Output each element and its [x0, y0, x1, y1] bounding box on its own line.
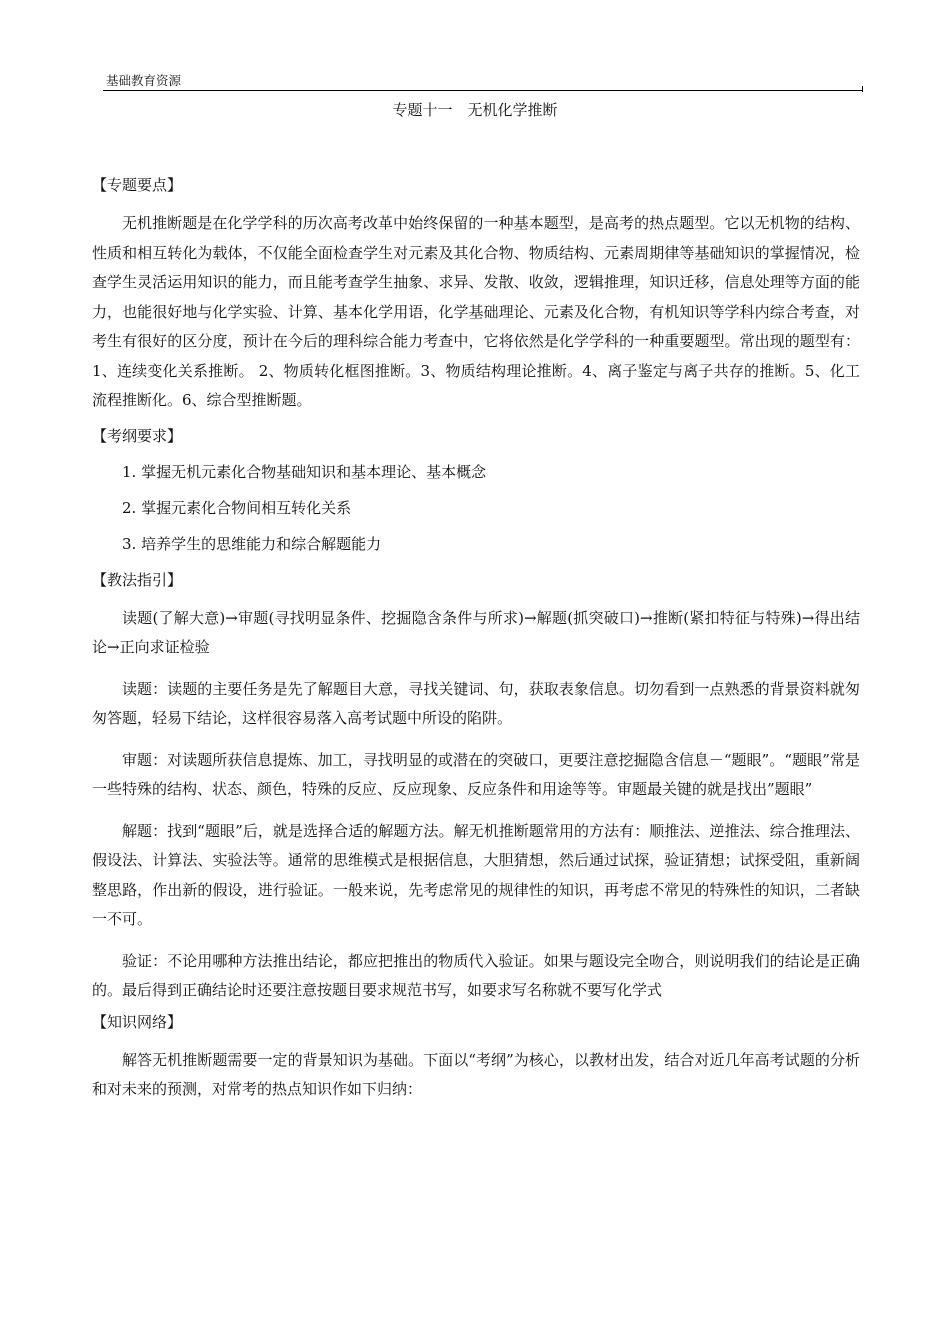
page-header	[103, 72, 862, 91]
knowledge-paragraph: 解答无机推断题需要一定的背景知识为基础。下面以“考纲”为核心，以教材出发，结合对近几年高考试题的分析和对未来的预测，对常考的热点知识作如下归纳：	[92, 1050, 860, 1098]
syllabus-item-2: 2. 掌握元素化合物间相互转化关系	[122, 498, 352, 517]
section-heading-key-points: 【专题要点】	[92, 176, 183, 194]
section-heading-syllabus: 【考纲要求】	[92, 426, 183, 445]
section-heading-teaching: 【教法指引】	[92, 570, 183, 589]
header-rule-tick	[862, 86, 863, 92]
solve-paragraph: 解题：找到“题眼”后，就是选择合适的解题方法。解无机推断题常用的方法有：顺推法、逆推法、综合推理法、假设法、计算法、实验法等。通常的思维模式是根据信息，大胆猜想，然后通过试探，验证猜想；试探受阻，重新阔整思路，作出新的假设，进行验证。一般来说，先考虑常见的规律性的知识，再考虑不常见的特殊性的知识，二者缺一不可。	[92, 821, 860, 928]
section-heading-knowledge: 【知识网络】	[92, 1012, 183, 1031]
key-points-paragraph: 无机推断题是在化学学科的历次高考改革中始终保留的一种基本题型，是高考的热点题型。它以无机物的结构、性质和相互转化为载体，不仅能全面检查学生对元素及其化合物、物质结构、元素周期律等基础知识的掌握情况，检查学生灵活运用知识的能力，而且能考查学生抽象、求异、发散、收敛，逻辑推理，知识迁移，信息处理等方面的能力，也能很好地与化学实验、计算、基本化学用语，化学基础理论、元素及化合物，有机知识等学科内综合考查，对考生有很好的区分度，预计在今后的理科综合能力考查中，它将依然是化学学科的一种重要题型。常出现的题型有：1、连续变化关系推断。 2、物质转化框图推断。3、物质结构理论推断。4、离子鉴定与离子共存的推断。5、化工流程推断化。6、综合型推断题。	[92, 214, 860, 409]
reading-paragraph: 读题：读题的主要任务是先了解题目大意，寻找关键词、句，获取表象信息。切勿看到一点熟悉的背景资料就匆匆答题，轻易下结论，这样很容易落入高考试题中所设的陷阱。	[92, 679, 860, 727]
syllabus-item-3: 3. 培养学生的思维能力和综合解题能力	[122, 534, 382, 553]
syllabus-item-1: 1. 掌握无机元素化合物基础知识和基本理论、基本概念	[122, 462, 487, 481]
document-body	[92, 173, 860, 1105]
review-paragraph: 审题：对读题所获信息提炼、加工，寻找明显的或潜在的突破口，更要注意挖掘隐含信息－“题眼”。“题眼”常是一些特殊的结构、状态、颜色，特殊的反应、反应现象、反应条件和用途等等。审题最关键的就是找出”题眼”	[92, 750, 860, 798]
verify-paragraph: 验证：不论用哪种方法推出结论，都应把推出的物质代入验证。如果与题设完全吻合，则说明我们的结论是正确的。最后得到正确结论时还要注意按题目要求规范书写，如要求写名称就不要写化学式	[92, 951, 860, 999]
document-title: 专题十一 无机化学推断	[392, 101, 558, 119]
teaching-flow-paragraph: 读题(了解大意)→审题(寻找明显条件、挖掘隐含条件与所求)→解题(抓突破口)→推断(紧扣特征与特殊)→得出结论→正向求证检验	[92, 608, 860, 656]
header-text: 基础教育资源	[106, 73, 182, 88]
